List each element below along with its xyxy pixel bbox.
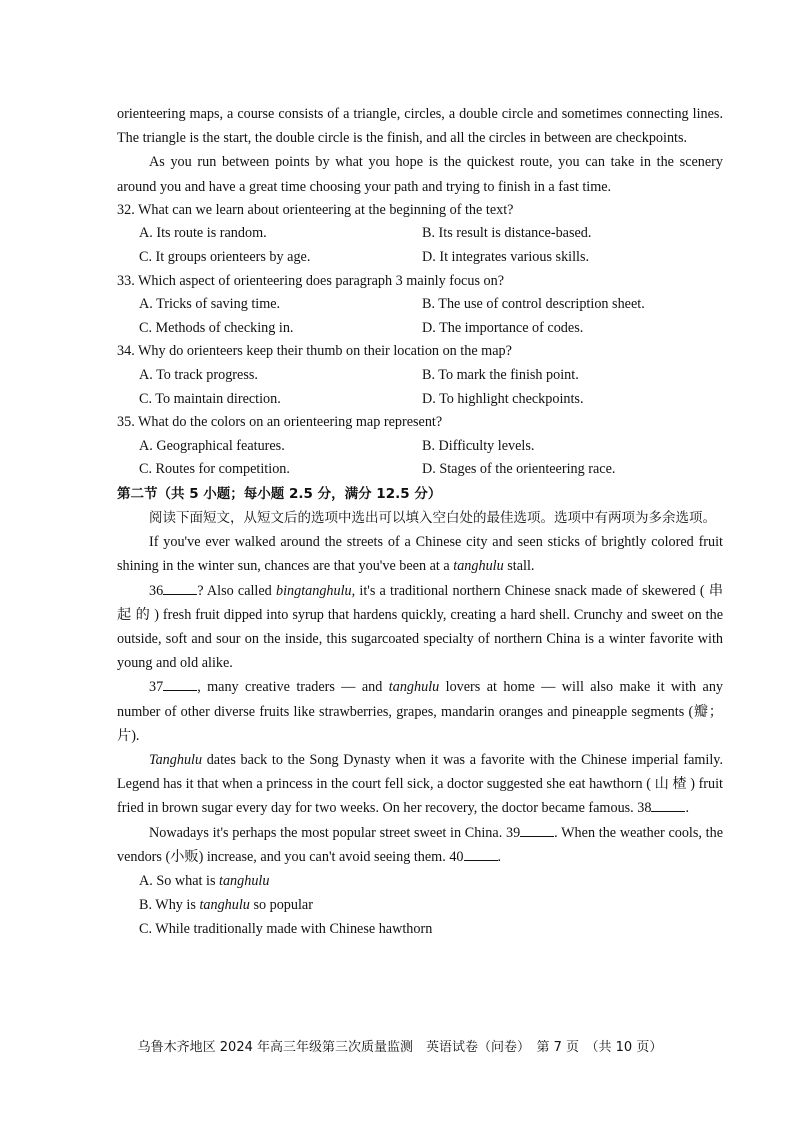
page-content: [117, 102, 723, 942]
passage-paragraph: orienteering maps, a course consists of a triangle, circles, a double circle and sometimes connecting lines. The triangle is the start, the double circle is the finish, and all the circles in between are checkpoints.: [117, 106, 723, 147]
blank-number: 38: [637, 800, 652, 817]
question-stem: 32. What can we learn about orienteering at the beginning of the text?: [117, 201, 514, 218]
blank-number: 40: [449, 848, 464, 865]
choice-b: B. Why is tanghulu so popular: [139, 897, 313, 914]
option-c: C. Methods of checking in.: [139, 319, 294, 336]
answer-blank: [651, 797, 685, 812]
passage-paragraph: 36 ? Also called bingtanghulu, it's a traditional northern Chinese snack made of skewered ( 串 起 的 ) fresh fruit dipped into syrup that hardens quickly, creating a hard shell. Crunchy and sweet on the outside, soft and sour on the inside, this sugarcoated specialty of northern China is a winter favorite with young and old alike.: [117, 579, 723, 676]
question-32: [117, 199, 723, 270]
blank-number: 37: [149, 679, 164, 696]
option-d: D. To highlight checkpoints.: [422, 390, 584, 407]
answer-blank: [163, 676, 197, 691]
question-34: [117, 340, 723, 411]
passage-paragraph: As you run between points by what you hope is the quickest route, you can take in the scenery around you and have a great time choosing your path and trying to finish in a fast time.: [117, 154, 723, 195]
passage-paragraph: Tanghulu dates back to the Song Dynasty when it was a favorite with the Chinese imperial family. Legend has it that when a princess in the court fell sick, a doctor suggested she eat hawthorn ( 山 楂 ) fruit fried in brown sugar every day for two weeks. On her recovery, the doctor became famous. 38 .: [117, 751, 723, 817]
option-b: B. Its result is distance-based.: [422, 225, 592, 242]
option-b: B. The use of control description sheet.: [422, 296, 645, 313]
question-35: [117, 411, 723, 482]
question-stem: 34. Why do orienteers keep their thumb on their location on the map?: [117, 343, 512, 360]
option-b: B. Difficulty levels.: [422, 437, 535, 454]
question-33: [117, 270, 723, 341]
answer-blank: [163, 580, 197, 595]
answer-blank: [464, 846, 498, 861]
choice-a: A. So what is tanghulu: [139, 872, 270, 889]
section-instruction: 阅读下面短文，从短文后的选项中选出可以填入空白处的最佳选项。选项中有两项为多余选项。: [149, 509, 716, 526]
blank-number: 36: [149, 582, 164, 599]
option-d: D. The importance of codes.: [422, 319, 584, 336]
option-c: C. To maintain direction.: [139, 390, 281, 407]
passage-paragraph: Nowadays it's perhaps the most popular street sweet in China. 39 . When the weather cools, the vendors (小贩) increase, and you can't avoid seeing them. 40 .: [117, 821, 723, 869]
passage-paragraph: If you've ever walked around the streets of a Chinese city and seen sticks of brightly colored fruit shining in the winter sun, chances are that you've been at a tanghulu stall.: [117, 534, 723, 575]
option-d: D. It integrates various skills.: [422, 249, 590, 265]
option-a: A. To track progress.: [139, 366, 258, 383]
section-heading: 第二节（共 5 小题；每小题 2.5 分，满分 12.5 分）: [117, 485, 442, 502]
option-a: A. Geographical features.: [139, 437, 285, 454]
page-footer: 乌鲁木齐地区 2024 年高三年级第三次质量监测 英语试卷（问卷） 第 7 页 （共 10 页）: [137, 1040, 663, 1055]
question-stem: 35. What do the colors on an orienteering map represent?: [117, 414, 443, 431]
option-d: D. Stages of the orienteering race.: [422, 461, 616, 478]
passage-paragraph: 37 , many creative traders — and tanghulu lovers at home — will also make it with any number of other diverse fruits like strawberries, grapes, mandarin oranges and pineapple segments (瓣；片).: [117, 675, 723, 748]
question-stem: 33. Which aspect of orienteering does paragraph 3 mainly focus on?: [117, 272, 505, 289]
option-a: A. Tricks of saving time.: [139, 296, 281, 313]
answer-blank: [520, 822, 554, 837]
choice-c: C. While traditionally made with Chinese hawthorn: [139, 921, 433, 938]
option-b: B. To mark the finish point.: [422, 366, 579, 383]
option-c: C. Routes for competition.: [139, 461, 290, 478]
option-a: A. Its route is random.: [139, 225, 267, 242]
blank-number: 39: [505, 824, 521, 841]
option-c: C. It groups orienteers by age.: [139, 249, 311, 265]
